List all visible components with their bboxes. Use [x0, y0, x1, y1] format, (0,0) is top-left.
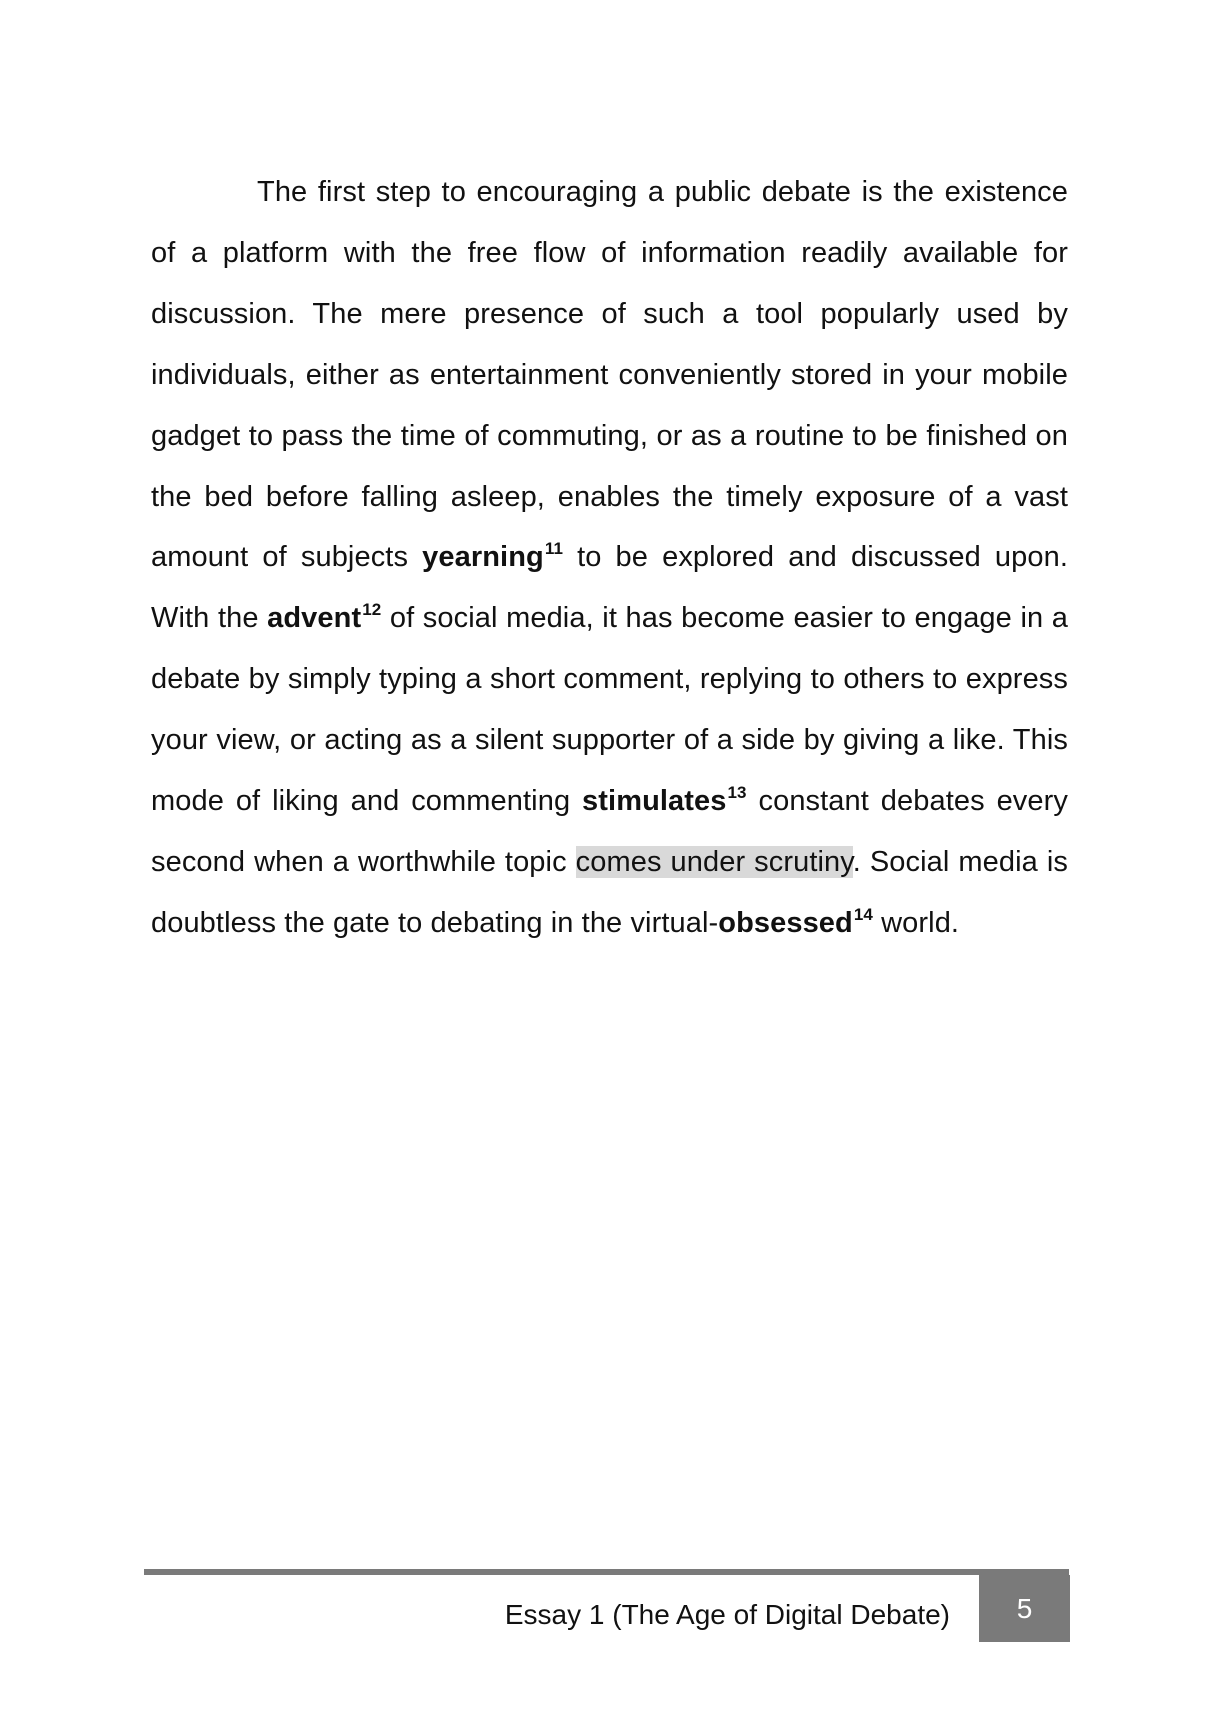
footnote-ref-14: 14 [853, 904, 873, 924]
essay-paragraph [151, 162, 1068, 954]
vocab-term-obsessed: obsessed [718, 906, 853, 939]
footnote-ref-12: 12 [362, 600, 382, 620]
text-segment: of social media, it has become easier to engage in a debate by simply typing a short comment, replying to others to express your view, or acting as a silent supporter of a side by giving a like. This mode of liking and commenting [151, 602, 1068, 818]
vocab-term-advent: advent [267, 602, 362, 635]
footer-title: Essay 1 (The Age of Digital Debate) [504, 1599, 950, 1630]
footnote-ref-13: 13 [727, 783, 747, 803]
footer-rule [144, 1569, 1069, 1575]
highlighted-phrase: comes under scrutiny [575, 845, 853, 878]
vocab-term-stimulates: stimulates [582, 785, 727, 818]
text-segment: . Social media is doubtless the gate to debating in the virtual- [151, 845, 1068, 939]
text-segment: constant debates every second when a worthwhile topic [151, 785, 1068, 878]
footnote-ref-11: 11 [544, 539, 563, 559]
page-number: 5 [979, 1575, 1070, 1642]
body-text [151, 162, 1068, 954]
text-segment: to be explored and discussed upon. With the [151, 541, 1068, 635]
text-segment: world. [872, 906, 960, 939]
vocab-term-yearning: yearning [422, 541, 544, 574]
text-segment: The first step to encouraging a public debate is the existence of a platform with the free flow of information readily available for discussion. The mere presence of such a tool popularly used by individuals, either as entertainment conveniently stored in your mobile gadget to pass the time of commuting, or as a routine to be finished on the bed before falling asleep, enables the timely exposure of a vast amount of subjects [151, 176, 1068, 574]
